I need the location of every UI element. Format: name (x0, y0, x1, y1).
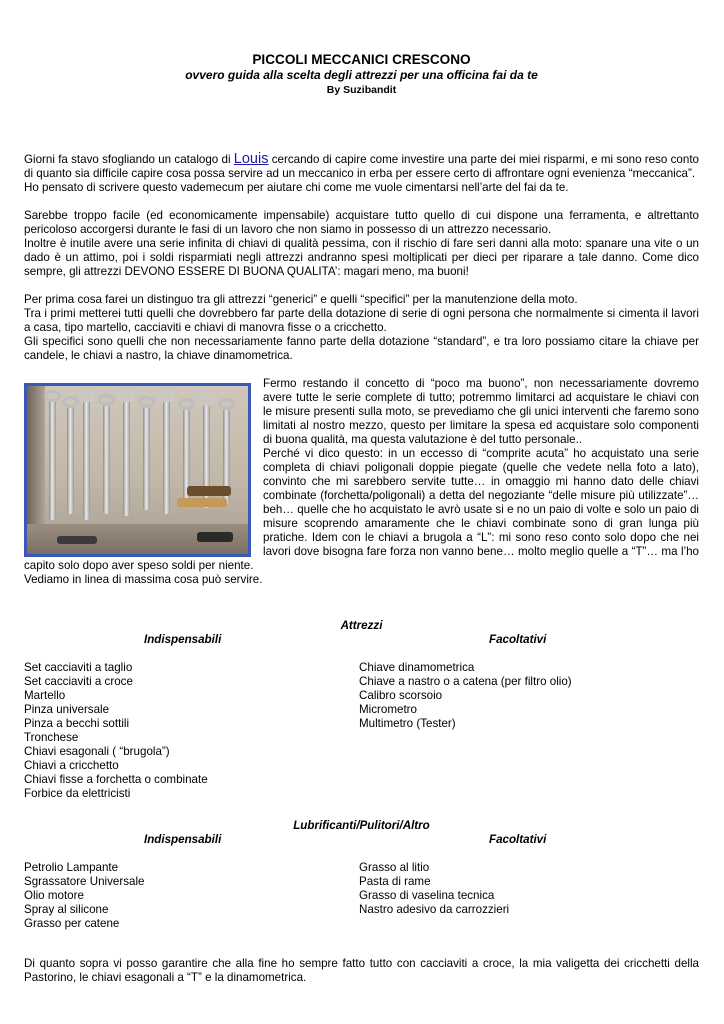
generic-specific-paragraph (24, 293, 699, 363)
lubricants-section (24, 819, 699, 931)
generic-line-2: Tra i primi metterei tutti quelli che dovrebbero far parte della dotazione di serie di ogni persona che normalmente si cimenta il lavori a casa, tipo martello, cacciaviti e chiavi di manovra fisse o a cricchetto. (24, 307, 699, 334)
list-item: Spray al silicone (24, 903, 109, 916)
list-item: Chiavi fisse a forchetta o combinate (24, 773, 208, 786)
quality-line-1: Sarebbe troppo facile (ed economicamente impensabile) acquistare tutto quello di cui dispone una ferramenta, e altrettanto pericoloso accorgersi durante le fasi di un lavoro che non siamo in possesso di un attrezzo necessario. (24, 209, 699, 236)
intro-text-after-link: cercando di capire come investire una parte dei miei risparmi, e mi sono reso conto di quanto sia difficile capire cosa possa servire ad un meccanico in erba per essere certo di affrontare ogni evenienza “meccanica”. (24, 153, 699, 180)
document-subtitle: ovvero guida alla scelta degli attrezzi per una officina fai da te (185, 68, 538, 82)
list-item: Martello (24, 689, 66, 702)
quality-line-2: Inoltre è inutile avere una serie infinita di chiavi di qualità pessima, con il rischio di fare seri danni alla moto: spanare una vite o un dado è un attimo, poi i soldi risparmiati negli attrezzi andranno spesi moltiplicati per dieci per riparare a tale danno. Come dico sempre, gli attrezzi DEVONO ESSERE DI BUONA QUALITA’: magari meno, ma buoni! (24, 237, 699, 278)
list-item: Chiavi a cricchetto (24, 759, 119, 772)
list-item: Set cacciaviti a croce (24, 675, 133, 688)
list-item: Grasso di vaselina tecnica (359, 889, 495, 902)
list-item: Multimetro (Tester) (359, 717, 456, 730)
list-item: Nastro adesivo da carrozzieri (359, 903, 510, 916)
list-item: Olio motore (24, 889, 84, 902)
generic-line-1: Per prima cosa farei un distinguo tra gli attrezzi “generici” e quelli “specifici” per la manutenzione della moto. (24, 293, 578, 306)
document-page (24, 52, 699, 999)
lubricants-heading: Lubrificanti/Pulitori/Altro (293, 819, 430, 832)
lubricants-optional-column (359, 833, 694, 931)
list-item: Pinza universale (24, 703, 110, 716)
generic-line-3: Gli specifici sono quelli che non necessariamente fanno parte della dotazione “standard”, e tra loro possiamo citare la chiave per candele, le chiavi a nastro, la chiave dinamometrica. (24, 335, 699, 362)
lubricants-essential-heading: Indispensabili (144, 833, 222, 846)
tools-essential-column (24, 633, 359, 801)
list-item: Set cacciaviti a taglio (24, 661, 133, 674)
intro-line-2: Ho pensato di scrivere questo vademecum per aiutare chi come me vuole cimentarsi nell’arte del fai da te. (24, 181, 569, 194)
quality-paragraph (24, 209, 699, 279)
tools-essential-heading: Indispensabili (144, 633, 222, 646)
lubricants-essential-column (24, 833, 359, 931)
document-title: PICCOLI MECCANICI CRESCONO (252, 52, 471, 67)
tools-optional-column (359, 633, 694, 801)
tools-heading: Attrezzi (340, 619, 383, 632)
list-item: Calibro scorsoio (359, 689, 443, 702)
list-item: Chiave a nastro o a catena (per filtro olio) (359, 675, 572, 688)
list-item: Grasso per catene (24, 917, 120, 930)
photo-paragraph-block (24, 377, 699, 587)
document-byline: By Suzibandit (326, 84, 397, 96)
photo-line-2: Perché vi dico questo: in un eccesso di “comprite acuta” ho acquistato una serie completa di chiavi poligonali doppie piegate (quelle che vedete nella foto a lato), convinto che mi sarebbero servite tutte… in omaggio mi hanno dato delle chiavi combinate (forchetta/poligonali) a detta del negoziante “delle misure più utilizzate”… beh… quelle che ho acquistato le avrò usate si e no un paio di volte e solo un paio di misure scoprendo amaramente che le chiavi combinate sono di gran lunga più pratiche. Idem con le chiavi a brugola a “L”: mi sono reso conto solo dopo che nei lavori dove bisogna fare forza non vanno bene… molto meglio quelle a “T”… ma l’ho capito solo dopo aver speso soldi per niente. (24, 447, 699, 572)
list-item: Grasso al litio (359, 861, 430, 874)
lubricants-optional-heading: Facoltativi (489, 833, 547, 846)
list-item: Micrometro (359, 703, 417, 716)
list-item: Forbice da elettricisti (24, 787, 131, 800)
tools-section (24, 619, 699, 801)
closing-paragraph: Di quanto sopra vi posso garantire che alla fine ho sempre fatto tutto con cacciaviti a croce, la mia valigetta dei cricchetti della Pastorino, le chiavi esagonali a “T” e la dinamometrica. (24, 957, 699, 984)
tools-optional-heading: Facoltativi (489, 633, 547, 646)
intro-text-before-link: Giorni fa stavo sfogliando un catalogo di (24, 153, 234, 166)
list-item: Chiave dinamometrica (359, 661, 475, 674)
photo-line-3: Vediamo in linea di massima cosa può servire. (24, 573, 263, 586)
list-item: Sgrassatore Universale (24, 875, 145, 888)
list-item: Chiavi esagonali ( “brugola”) (24, 745, 170, 758)
photo-line-1: Fermo restando il concetto di “poco ma buono”, non necessariamente dovremo avere tutte le serie complete di tutto; potremmo limitarci ad acquistare le chiavi con le misure presenti sulla moto, se prevediamo che gli unici interventi che faremo sono limitati al nostro mezzo, questo per limitare la spesa ed acquistare solo componenti di buona qualità, ma questa valutazione è del tutto personale.. (263, 377, 699, 446)
list-item: Tronchese (24, 731, 79, 744)
list-item: Pinza a becchi sottili (24, 717, 130, 730)
louis-link[interactable]: Louis (233, 151, 269, 167)
intro-paragraph (24, 152, 699, 195)
list-item: Pasta di rame (359, 875, 431, 888)
list-item: Petrolio Lampante (24, 861, 119, 874)
wrenches-photo (24, 383, 251, 557)
